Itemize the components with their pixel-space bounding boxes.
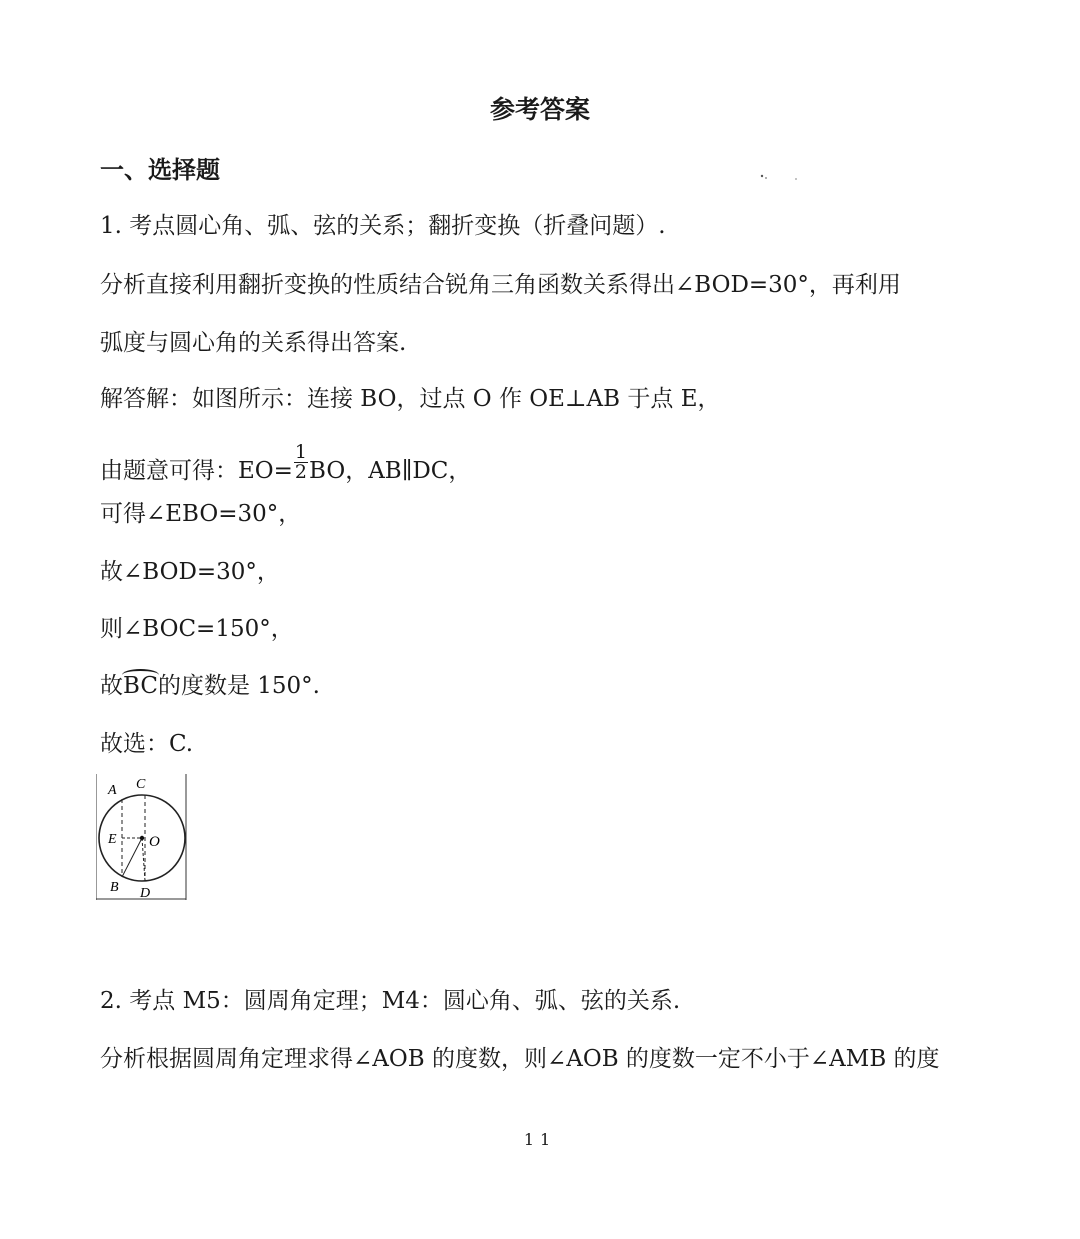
q1-solution-line-5: 则∠BOC=150°， bbox=[100, 616, 294, 642]
segment-bo bbox=[122, 838, 142, 877]
page-title: 参考答案 bbox=[489, 95, 590, 124]
arc-bc-notation: BC bbox=[123, 673, 158, 699]
q1-header: 1. 考点圆心角、弧、弦的关系；翻折变换（折叠问题）. bbox=[100, 213, 666, 239]
label-o: O bbox=[149, 834, 160, 850]
label-d: D bbox=[140, 886, 151, 900]
q1-solution-line-2-suffix: BO，AB∥DC， bbox=[309, 458, 472, 484]
label-e: E bbox=[108, 832, 117, 847]
q1-solution-line-6-suffix: 的度数是 150°. bbox=[157, 673, 320, 699]
label-a: A bbox=[108, 783, 117, 798]
q1-solution-line-6 bbox=[100, 667, 320, 700]
q1-solution-line-4: 故∠BOD=30°， bbox=[100, 559, 280, 585]
fraction-denominator: 2 bbox=[294, 460, 308, 483]
q1-solution-line-3: 可得∠EBO=30°， bbox=[100, 501, 302, 527]
page-number: 11 bbox=[523, 1130, 557, 1149]
q1-solution-line-2 bbox=[100, 440, 472, 492]
q2-analysis: 分析根据圆周角定理求得∠AOB 的度数，则∠AOB 的度数一定不小于∠AMB 的度 bbox=[100, 1046, 940, 1072]
q1-solution-line-1: 解答解：如图所示：连接 BO，过点 O 作 OE⊥AB 于点 E， bbox=[100, 386, 721, 412]
section-heading: 一、选择题 bbox=[100, 156, 220, 184]
q1-solution-line-2-prefix: 由题意可得：EO= bbox=[100, 458, 293, 484]
scan-specks bbox=[758, 172, 808, 182]
center-point bbox=[140, 836, 144, 840]
q1-analysis-line-1: 分析直接利用翻折变换的性质结合锐角三角函数关系得出∠BOD=30°，再利用 bbox=[100, 272, 901, 298]
q1-answer: 故选：C. bbox=[100, 731, 194, 757]
q1-analysis-line-2: 弧度与圆心角的关系得出答案. bbox=[100, 330, 407, 356]
label-c: C bbox=[136, 777, 146, 792]
label-b: B bbox=[110, 880, 119, 895]
q2-header: 2. 考点 M5：圆周角定理；M4：圆心角、弧、弦的关系. bbox=[100, 988, 681, 1014]
fraction-one-half bbox=[294, 440, 308, 483]
q1-solution-line-6-prefix: 故 bbox=[100, 673, 123, 699]
fraction-numerator: 1 bbox=[294, 440, 308, 463]
circle-figure bbox=[96, 774, 188, 900]
